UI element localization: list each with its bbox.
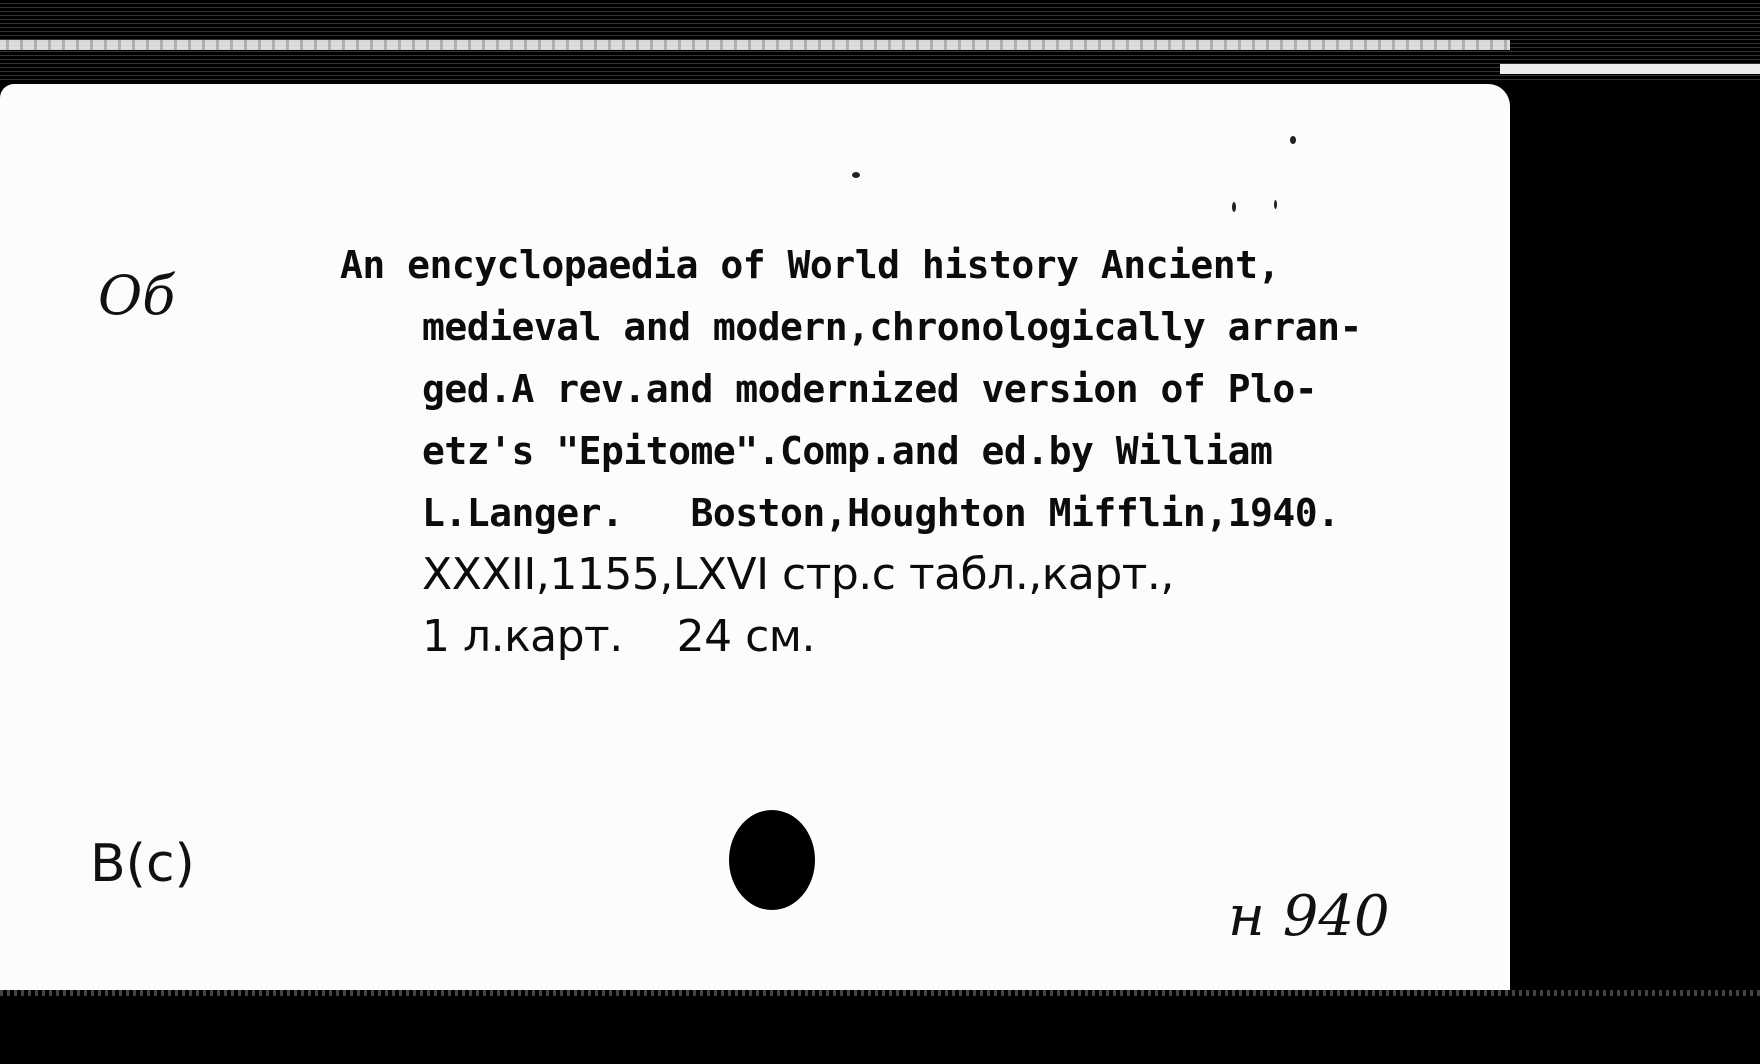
classification-marker: B(c) [90, 834, 195, 894]
scan-artifact-bottom [0, 990, 1760, 996]
entry-line-6: XXXII,1155,LXVI стр.с табл.,карт., [422, 549, 1174, 600]
shelf-mark: Об [98, 264, 176, 327]
entry-line-2: medieval and modern,chronologically arran- [422, 305, 1362, 349]
bibliographic-entry [340, 234, 1500, 668]
ink-speck [1290, 136, 1296, 144]
entry-line-1: An encyclopaedia of World history Ancient, [340, 243, 1280, 287]
scan-artifact-band [0, 40, 1510, 50]
catalog-card [0, 84, 1510, 990]
ink-speck [852, 172, 860, 178]
entry-line-7: 1 л.карт. 24 см. [422, 611, 815, 662]
scan-artifact-band-right [1500, 64, 1760, 74]
entry-line-3: ged.A rev.and modernized version of Plo- [422, 367, 1318, 411]
ink-speck [1232, 202, 1236, 212]
accession-number: н 940 [1228, 884, 1390, 949]
entry-line-5: L.Langer. Boston,Houghton Mifflin,1940. [422, 491, 1340, 535]
ink-speck [1274, 200, 1277, 209]
entry-line-4: etz's "Epitome".Comp.and ed.by William [422, 429, 1273, 473]
punch-hole [729, 810, 815, 910]
